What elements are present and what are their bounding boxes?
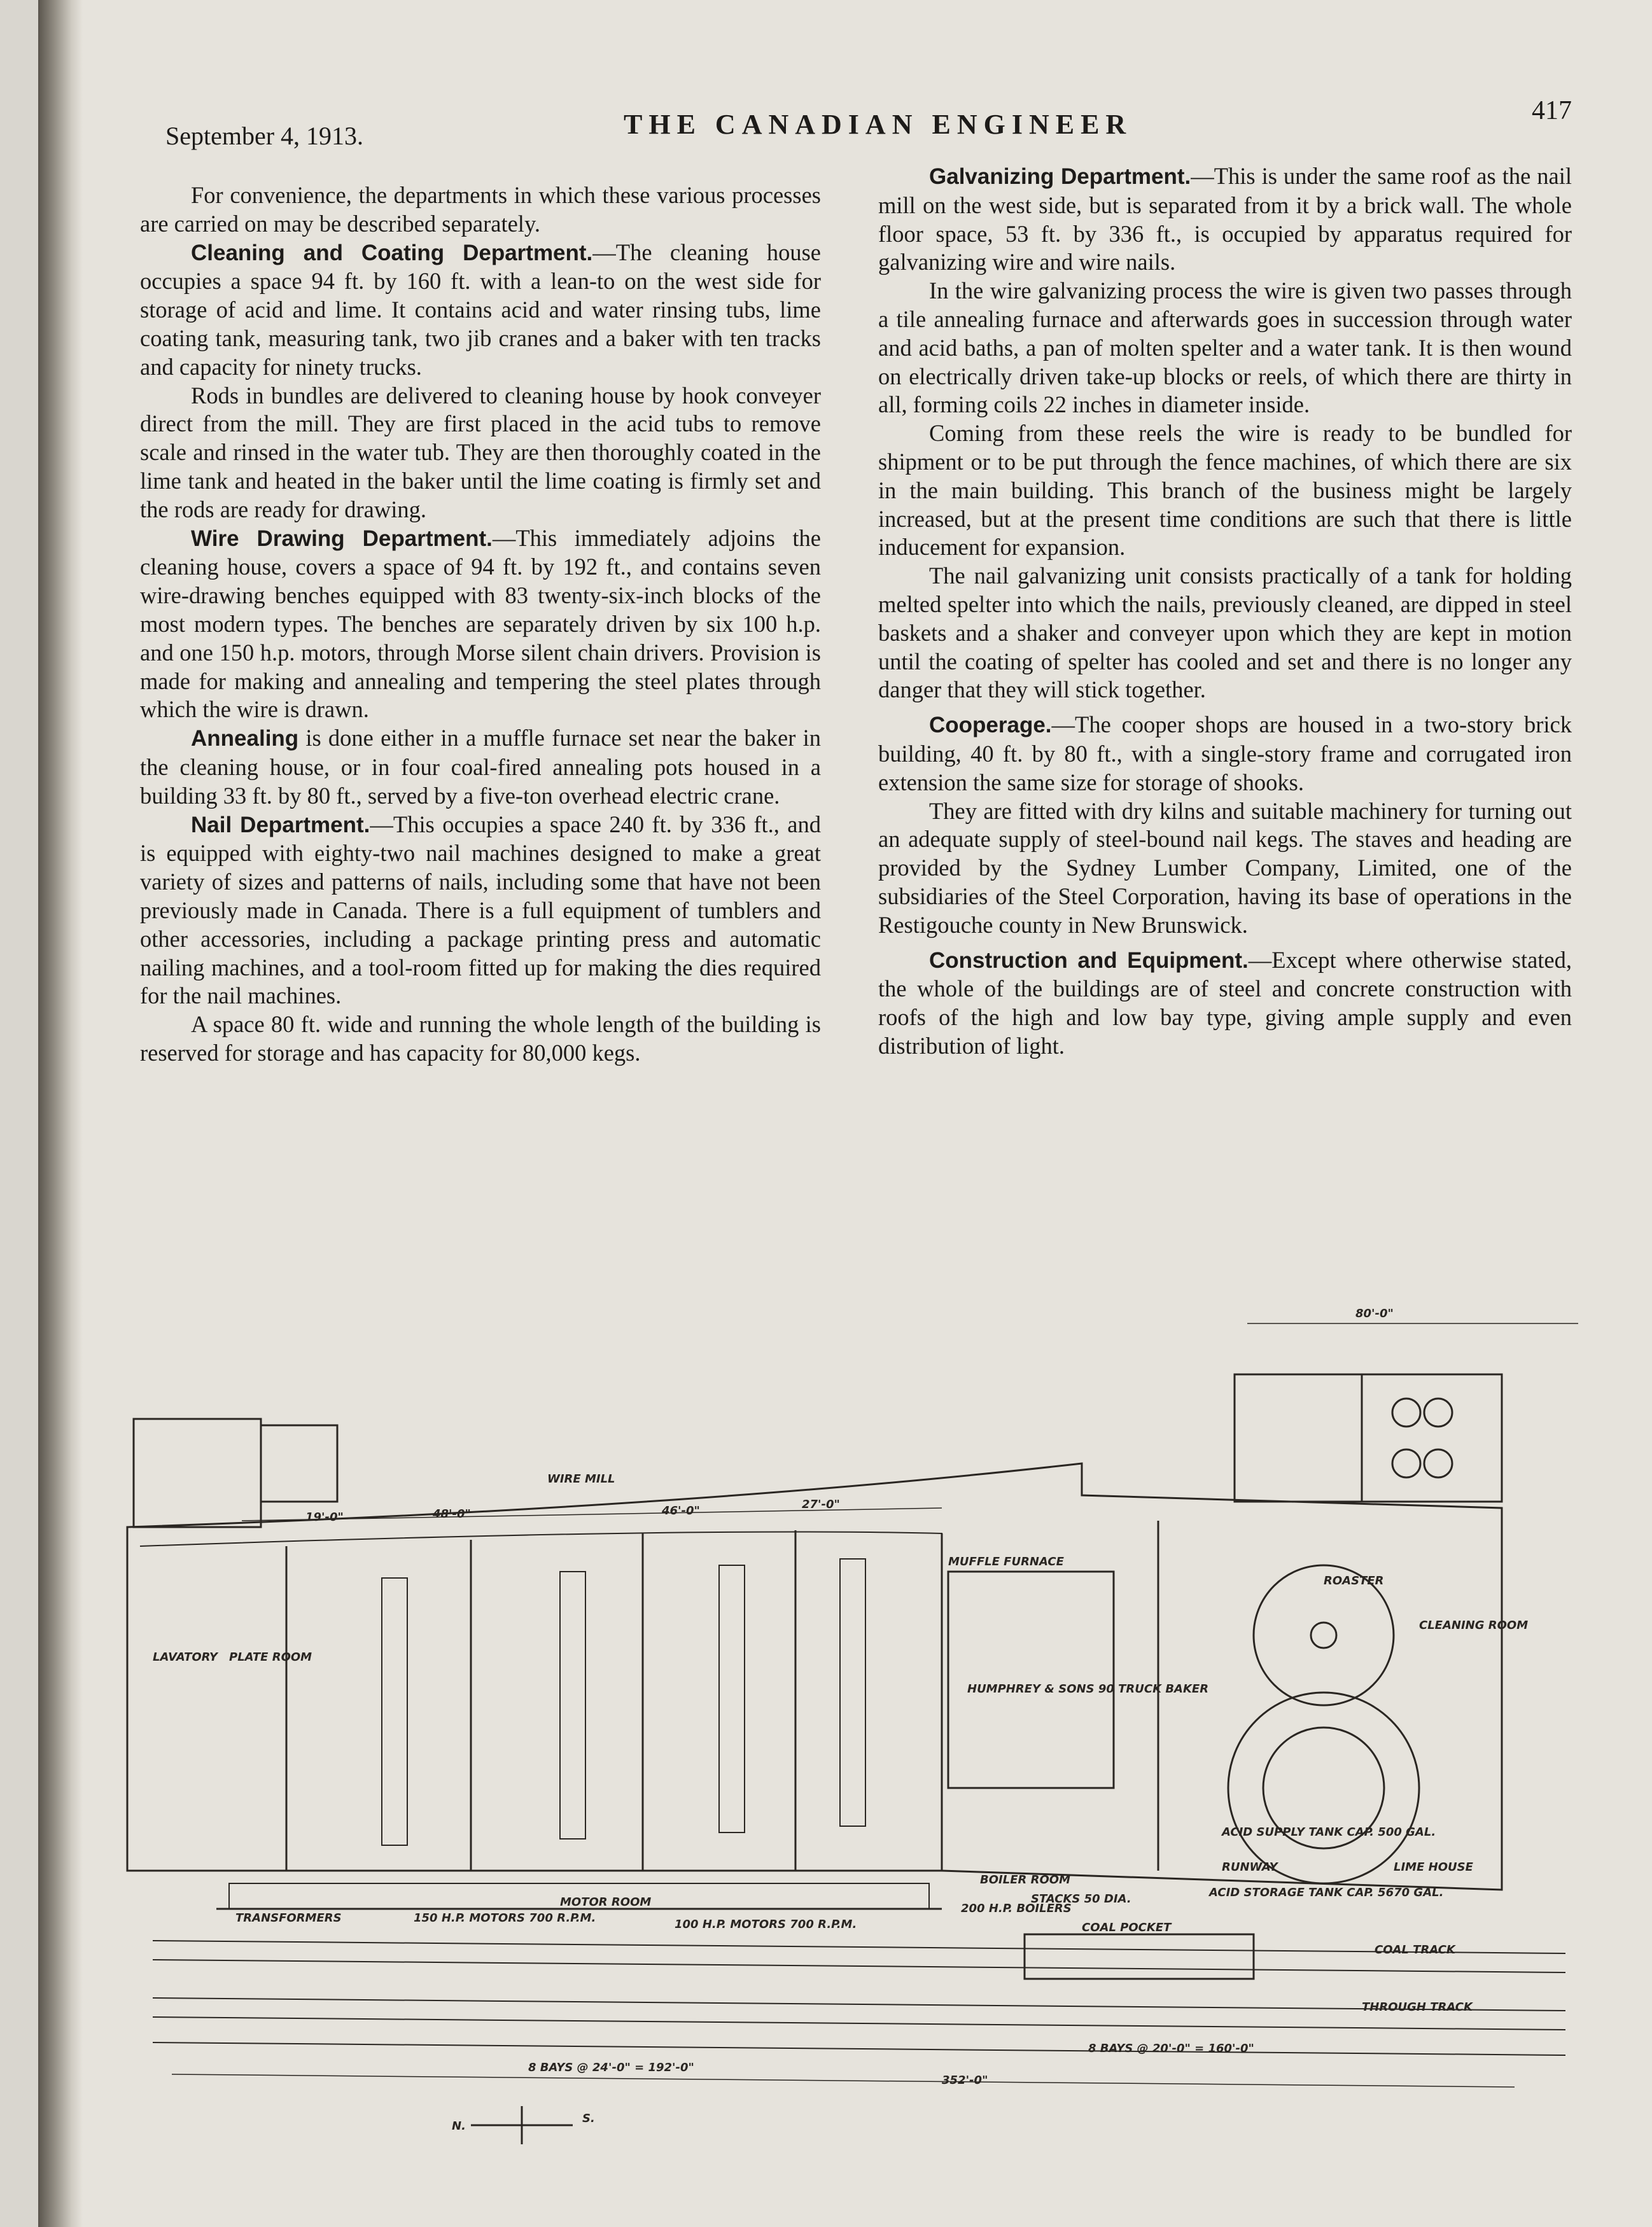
paragraph: Cooperage.—The cooper shops are housed in a two-story brick building, 40 ft. by 80 ft., with a single-story frame and corrugated iron extension the same size for storage of shooks.	[878, 711, 1572, 795]
baker-rect	[948, 1572, 1114, 1788]
dimension-27: 27'-0"	[802, 1498, 840, 1511]
label-coal-pocket: COAL POCKET	[1082, 1921, 1172, 1934]
rail-tracks	[153, 1941, 1565, 2055]
paragraph: Nail Department.—This occupies a space 240 ft. by 336 ft., and is equipped with eighty-two nail machines designed to make a great variety of sizes and patterns of nails, including some that have not been previously made in Canada. There is a full equipment of tumblers and other accessories, including a package printing press and automatic nailing machines, and a tool-room fitted up for making the dies required for the nail machines.	[140, 811, 822, 1009]
label-transformers: TRANSFORMERS	[235, 1911, 342, 1925]
paragraph: Coming from these reels the wire is ready to be bundled for shipment or to be put through the fence machines, of which there are six in the main building. This branch of the business might be largely increased, but at the present time conditions are such that there is little inducement for expansion.	[878, 420, 1572, 561]
dimension-19: 19'-0"	[305, 1511, 344, 1524]
label-motor-room: MOTOR ROOM	[560, 1895, 652, 1909]
label-acid-supply: ACID SUPPLY TANK CAP. 500 GAL.	[1222, 1826, 1436, 1839]
page-header	[127, 95, 1591, 153]
label-boiler-room: BOILER ROOM	[980, 1873, 1070, 1887]
label-wire-mill: WIRE MILL	[547, 1472, 615, 1486]
dimension-80: 80'-0"	[1355, 1307, 1394, 1320]
label-coal-track: COAL TRACK	[1375, 1943, 1455, 1957]
paragraph: Wire Drawing Department.—This immediately adjoins the cleaning house, covers a space of 94 ft. by 192 ft., and contains seven wire-drawing benches equipped with 83 twenty-six-inch blocks of the most modern types. The benches are separately driven by six 100 h.p. and one 150 h.p. motors, through Morse silent chain drivers. Provision is made for making and annealing and tempering the steel plates through which the wire is drawn.	[140, 524, 821, 723]
section-heading: Cooperage.	[929, 713, 1052, 738]
wire-bench-rows	[382, 1559, 865, 1845]
issue-date: September 4, 1913.	[165, 122, 364, 150]
paragraph: A space 80 ft. wide and running the whole length of the building is reserved for storage and has capacity for 80,000 kegs.	[140, 1011, 821, 1066]
paragraph: Cleaning and Coating Department.—The cleaning house occupies a space 94 ft. by 160 ft. with a lean-to on the west side for storage of acid and lime. It contains acid and water rinsing tubs, lime coating tank, measuring tank, two jib cranes and a baker with ten tracks and capacity for ninety trucks.	[140, 239, 821, 380]
label-boilers: 200 H.P. BOILERS	[961, 1902, 1072, 1915]
dimension-bays-left: 8 BAYS @ 24'-0" = 192'-0"	[528, 2061, 694, 2074]
label-through-track: THROUGH TRACK	[1362, 2000, 1473, 2014]
dimension-bays-right: 8 BAYS @ 20'-0" = 160'-0"	[1088, 2042, 1254, 2055]
page	[38, 0, 1652, 2227]
south-label: S.	[582, 2112, 595, 2125]
right-column	[878, 162, 1572, 1061]
label-lime-house: LIME HOUSE	[1394, 1860, 1473, 1874]
label-cleaning-room: CLEANING ROOM	[1419, 1619, 1529, 1632]
coal-pocket-rect	[1025, 1934, 1254, 1979]
north-label: N.	[452, 2119, 466, 2133]
label-runway: RUNWAY	[1222, 1860, 1278, 1874]
label-stacks: STACKS 50 DIA.	[1031, 1892, 1131, 1906]
label-acid-storage: ACID STORAGE TANK CAP. 5670 GAL.	[1209, 1886, 1444, 1899]
label-roaster: ROASTER	[1324, 1574, 1384, 1588]
paragraph: They are fitted with dry kilns and suitable machinery for turning out an adequate supply of steel-bound nail kegs. The staves and heading are provided by the Sydney Lumber Company, Limited, one of the subsidiaries of the Steel Corporation, having its base of operations in the Restigouche county in New Brunswick.	[878, 797, 1572, 938]
section-heading: Wire Drawing Department.	[191, 526, 493, 551]
section-heading: Construction and Equipment.	[929, 947, 1249, 973]
dimension-48: 48'-0"	[433, 1507, 471, 1521]
dimension-352: 352'-0"	[942, 2074, 988, 2087]
section-heading: Galvanizing Department.	[929, 164, 1191, 189]
section-heading: Nail Department.	[191, 812, 370, 837]
cooperage-block	[1235, 1374, 1502, 1502]
section-heading: Cleaning and Coating Department.	[191, 240, 593, 265]
label-motors-100: 100 H.P. MOTORS 700 R.P.M.	[675, 1918, 857, 1931]
section-heading: Annealing	[191, 726, 299, 751]
paragraph: The nail galvanizing unit consists practically of a tank for holding melted spelter into which the nails, previously cleaned, are dipped in steel baskets and a shaker and conveyer upon which they are kept in motion until the coating of spelter has cooled and set and there is no longer any danger that they will stick together.	[878, 562, 1572, 703]
paragraph: Annealing is done either in a muffle furnace set near the baker in the cleaning house, or in four coal-fired annealing pots housed in a building 33 ft. by 80 ft., served by a five-ton overhead electric crane.	[140, 725, 821, 809]
left-column	[140, 181, 821, 1068]
label-baker: HUMPHREY & SONS 90 TRUCK BAKER	[967, 1682, 1209, 1696]
journal-title: THE CANADIAN ENGINEER	[624, 109, 1133, 140]
page-number: 417	[1532, 96, 1572, 125]
paragraph: For convenience, the departments in which these various processes are carried on may be described separately.	[140, 182, 821, 237]
book-spine-shadow	[38, 0, 83, 2227]
label-muffle-furnace: MUFFLE FURNACE	[948, 1555, 1064, 1568]
label-lavatory: LAVATORY	[153, 1651, 218, 1664]
paragraph: In the wire galvanizing process the wire is given two passes through a tile annealing furnace and afterwards goes in succession through water and acid baths, a pan of molten spelter and a water tank. It is then wound on electrically driven take-up blocks or reels, of which there are thirty in all, forming coils 22 inches in diameter inside.	[878, 277, 1572, 418]
dimension-46: 46'-0"	[662, 1504, 700, 1518]
paragraph: Galvanizing Department.—This is under the same roof as the nail mill on the west side, but is separated from it by a brick wall. The whole floor space, 53 ft. by 336 ft., is occupied by apparatus required for galvanizing wire and wire nails.	[878, 163, 1572, 276]
paragraph: Rods in bundles are delivered to cleaning house by hook conveyer direct from the mill. They are first placed in the acid tubs to remove scale and rinsed in the water tub. They are then thoroughly coated in the lime tank and heated in the baker until the lime coating is firmly set and the rods are ready for drawing.	[140, 382, 821, 522]
label-plate-room: PLATE ROOM	[229, 1651, 312, 1664]
north-arrow-icon	[471, 2106, 573, 2144]
paragraph: Construction and Equipment.—Except where otherwise stated, the whole of the buildings are of steel and concrete construction with roofs of the high and low bay type, giving ample supply and even distribution of light.	[878, 946, 1572, 1059]
label-motors-150: 150 H.P. MOTORS 700 R.P.M.	[414, 1911, 596, 1925]
floor-plan-drawing	[115, 1279, 1597, 2133]
wire-mill-floor-plan	[115, 1279, 1597, 2133]
